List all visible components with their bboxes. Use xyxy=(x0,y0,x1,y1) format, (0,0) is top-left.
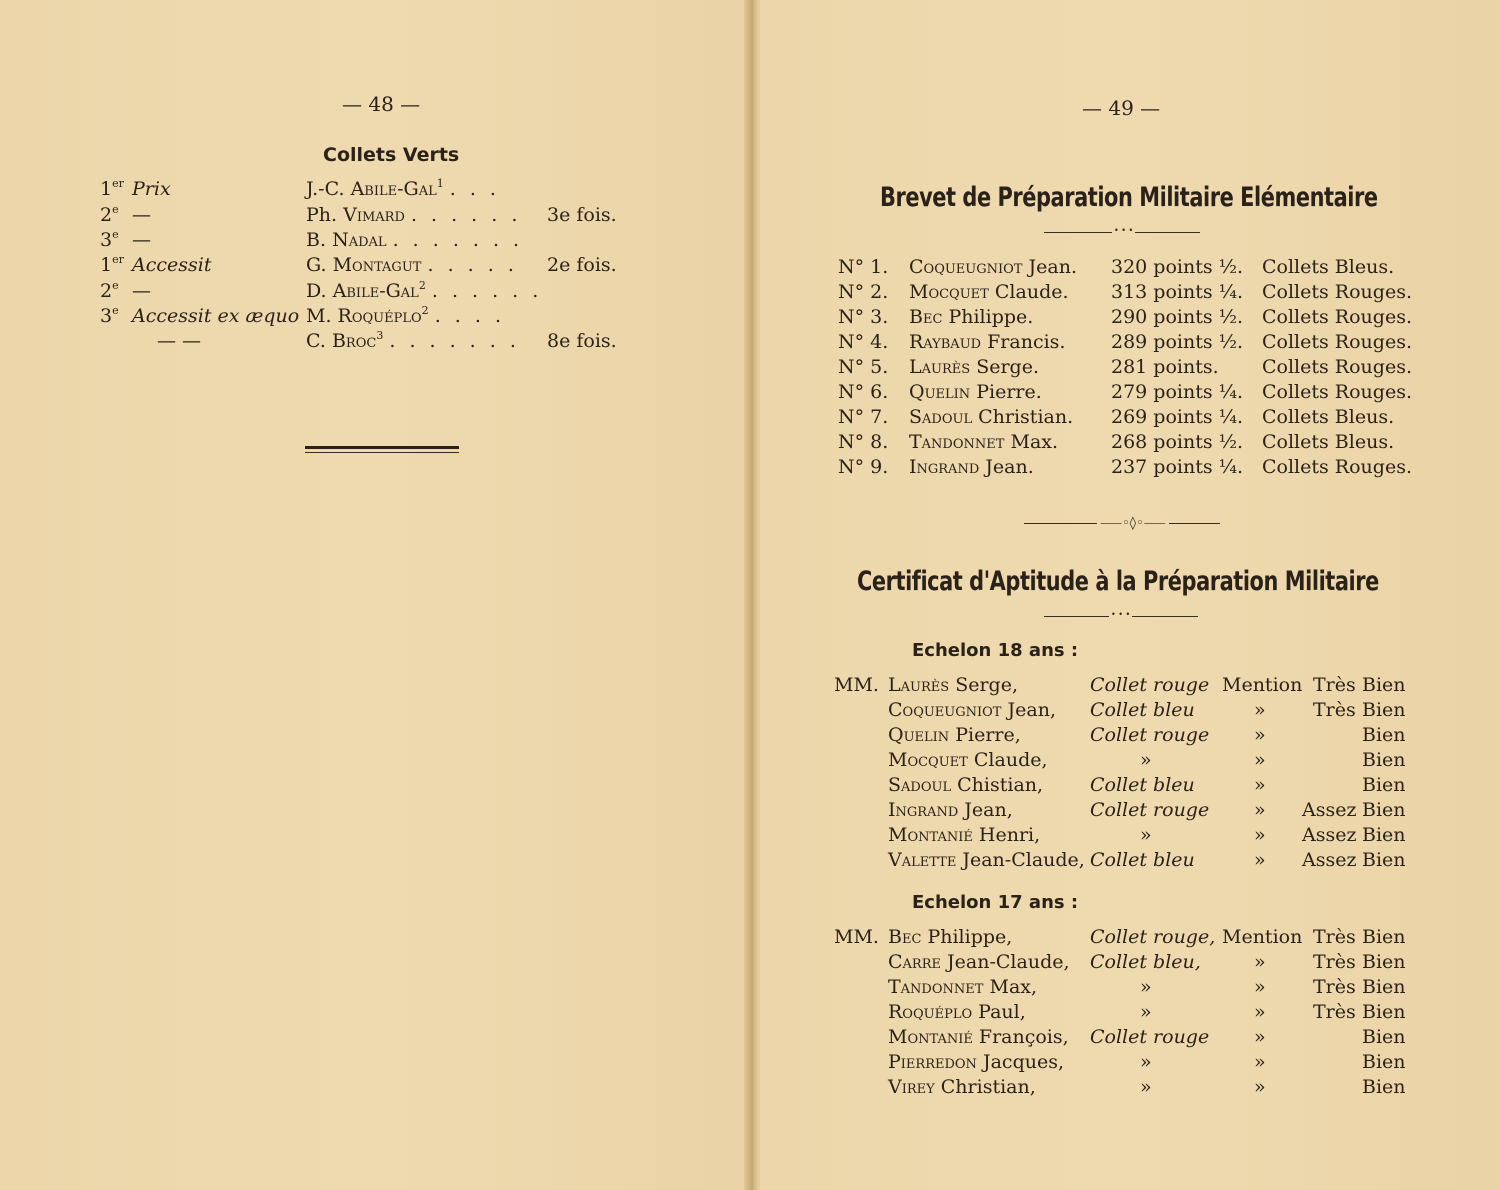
award-name xyxy=(306,229,523,251)
certificat-collet: Collet rouge, xyxy=(1090,926,1216,948)
brevet-name xyxy=(909,356,1039,378)
certificat-firstname: Serge, xyxy=(955,674,1018,696)
award-initials: G. xyxy=(306,254,327,276)
certificat-firstname: Chistian, xyxy=(957,774,1044,796)
brevet-name xyxy=(909,456,1034,478)
brevet-number: N° 4. xyxy=(838,331,889,353)
award-surname: Montagut xyxy=(332,254,422,276)
certificat-grade: Bien xyxy=(1362,749,1406,771)
award-footnote: 3 xyxy=(376,329,384,342)
award-times: 3e fois. xyxy=(547,204,617,226)
brevet-collet: Collets Bleus. xyxy=(1262,406,1395,428)
certificat-grade-qualifier: Assez xyxy=(1302,849,1357,871)
brevet-collet: Collets Rouges. xyxy=(1262,331,1412,353)
award-initials: Ph. xyxy=(306,204,338,226)
award-rank-number: 3 xyxy=(100,305,113,327)
page-number: — 48 — xyxy=(342,92,421,116)
brevet-firstname: Jean. xyxy=(1028,256,1077,278)
certificat-firstname: Pierre, xyxy=(955,724,1021,746)
brevet-surname: Ingrand xyxy=(909,456,980,478)
award-label: — xyxy=(132,229,151,251)
certificat-name xyxy=(888,976,1037,998)
certificat-collet: » xyxy=(1140,749,1152,771)
certificat-collet: Collet rouge xyxy=(1090,799,1210,821)
award-name xyxy=(306,280,542,302)
echelon-label: Echelon 17 ans : xyxy=(912,892,1079,913)
certificat-firstname: Jean-Claude, xyxy=(947,951,1070,973)
brevet-name xyxy=(909,431,1058,453)
award-rank-suffix: er xyxy=(112,253,124,266)
certificat-grade: Bien xyxy=(1362,724,1406,746)
award-name xyxy=(306,254,518,276)
award-rank-number: 1 xyxy=(100,178,113,200)
certificat-grade: Bien xyxy=(1362,976,1406,998)
certificat-grade-qualifier: Assez xyxy=(1302,799,1357,821)
award-times: 2e fois. xyxy=(547,254,617,276)
echelon-prefix: MM. xyxy=(834,674,879,696)
brevet-collet: Collets Rouges. xyxy=(1262,306,1412,328)
brevet-surname: Coqueugniot xyxy=(909,256,1023,278)
award-footnote: 2 xyxy=(421,304,429,317)
brevet-name xyxy=(909,281,1069,303)
award-surname: Vimard xyxy=(343,204,405,226)
award-rank xyxy=(100,305,119,327)
certificat-firstname: Henri, xyxy=(978,824,1041,846)
brevet-surname: Mocquet xyxy=(909,281,989,303)
certificat-firstname: Paul, xyxy=(978,1001,1026,1023)
brevet-points: 268 points ½. xyxy=(1111,431,1244,453)
certificat-grade-qualifier: Assez xyxy=(1302,824,1357,846)
award-dots: . . . . . . . xyxy=(392,229,524,251)
award-rank-suffix: er xyxy=(112,177,124,190)
certificat-surname: Pierredon xyxy=(888,1051,977,1073)
certificat-name xyxy=(888,799,1013,821)
brevet-firstname: Serge. xyxy=(976,356,1039,378)
award-dots: . . . xyxy=(449,178,500,200)
brevet-number: N° 9. xyxy=(838,456,889,478)
award-rank xyxy=(100,280,119,302)
certificat-mention: » xyxy=(1254,1076,1266,1098)
certificat-name xyxy=(888,1026,1069,1048)
certificat-collet: » xyxy=(1140,824,1152,846)
brevet-name xyxy=(909,256,1077,278)
award-label: — xyxy=(132,280,151,302)
certificat-mention: » xyxy=(1254,849,1266,871)
brevet-name xyxy=(909,381,1042,403)
certificat-surname: Montanié xyxy=(888,824,973,846)
certificat-mention: » xyxy=(1254,976,1266,998)
brevet-collet: Collets Rouges. xyxy=(1262,381,1412,403)
award-initials: B. xyxy=(306,229,327,251)
certificat-surname: Valette xyxy=(888,849,957,871)
brevet-title: Brevet de Préparation Militaire Elémentaire xyxy=(880,182,1378,213)
certificat-grade-qualifier: Très xyxy=(1313,976,1356,998)
brevet-points: 320 points ½. xyxy=(1111,256,1244,278)
certificat-grade: Bien xyxy=(1362,1051,1406,1073)
section-title: Collets Verts xyxy=(323,144,460,166)
certificat-title: Certificat d'Aptitude à la Préparation Militaire xyxy=(857,566,1379,597)
certificat-surname: Tandonnet xyxy=(888,976,984,998)
award-dots: . . . . . . xyxy=(431,280,543,302)
award-rank-number: 2 xyxy=(100,204,113,226)
certificat-name xyxy=(888,951,1070,973)
certificat-collet: Collet rouge xyxy=(1090,724,1210,746)
brevet-firstname: Max. xyxy=(1010,431,1059,453)
certificat-collet: » xyxy=(1140,1001,1152,1023)
brevet-number: N° 8. xyxy=(838,431,889,453)
certificat-surname: Mocquet xyxy=(888,749,968,771)
brevet-name xyxy=(909,331,1065,353)
certificat-name xyxy=(888,674,1018,696)
award-surname: Broc xyxy=(331,330,377,352)
certificat-mention: » xyxy=(1254,1051,1266,1073)
certificat-mention: » xyxy=(1254,749,1266,771)
certificat-collet: Collet bleu xyxy=(1090,774,1195,796)
certificat-surname: Sadoul xyxy=(888,774,952,796)
certificat-name xyxy=(888,699,1056,721)
brevet-collet: Collets Rouges. xyxy=(1262,281,1412,303)
certificat-grade-qualifier: Très xyxy=(1313,1001,1356,1023)
certificat-surname: Montanié xyxy=(888,1026,973,1048)
award-name xyxy=(306,204,521,226)
award-rank xyxy=(100,204,119,226)
award-surname: Abile-Gal xyxy=(332,280,419,302)
award-rank-number: 3 xyxy=(100,229,113,251)
brevet-firstname: Francis. xyxy=(987,331,1066,353)
certificat-name xyxy=(888,926,1012,948)
certificat-grade-qualifier: Très xyxy=(1313,674,1356,696)
certificat-grade: Bien xyxy=(1362,1076,1406,1098)
brevet-collet: Collets Rouges. xyxy=(1262,356,1412,378)
right-page xyxy=(752,0,1500,1190)
brevet-number: N° 7. xyxy=(838,406,889,428)
award-dots: . . . . xyxy=(434,305,505,327)
double-rule-bottom xyxy=(305,452,459,453)
brevet-collet: Collets Bleus. xyxy=(1262,431,1395,453)
brevet-points: 237 points ¼. xyxy=(1111,456,1244,478)
brevet-points: 279 points ¼. xyxy=(1111,381,1244,403)
award-initials: J.-C. xyxy=(306,178,345,200)
brevet-number: N° 2. xyxy=(838,281,889,303)
award-dots: . . . . . xyxy=(427,254,518,276)
brevet-surname: Quelin xyxy=(909,381,971,403)
certificat-ornament: • • • xyxy=(1111,610,1131,619)
certificat-name xyxy=(888,1076,1036,1098)
brevet-name xyxy=(909,406,1073,428)
certificat-collet: » xyxy=(1140,1051,1152,1073)
award-times: 8e fois. xyxy=(547,330,617,352)
award-surname: Nadal xyxy=(332,229,387,251)
award-label: Accessit ex æquo xyxy=(132,305,300,327)
award-surname: Abile-Gal xyxy=(350,178,437,200)
certificat-name xyxy=(888,774,1043,796)
certificat-collet: Collet bleu, xyxy=(1090,951,1201,973)
certificat-mention: » xyxy=(1254,799,1266,821)
certificat-surname: Ingrand xyxy=(888,799,959,821)
certificat-grade: Bien xyxy=(1362,1001,1406,1023)
certificat-grade-qualifier: Très xyxy=(1313,951,1356,973)
brevet-firstname: Claude. xyxy=(994,281,1069,303)
brevet-surname: Tandonnet xyxy=(909,431,1005,453)
certificat-grade: Bien xyxy=(1362,951,1406,973)
certificat-grade: Bien xyxy=(1362,926,1406,948)
brevet-points: 281 points. xyxy=(1111,356,1219,378)
echelon-prefix: MM. xyxy=(834,926,879,948)
brevet-firstname: Philippe. xyxy=(948,306,1034,328)
certificat-mention: » xyxy=(1254,774,1266,796)
brevet-number: N° 1. xyxy=(838,256,889,278)
award-rank xyxy=(100,178,124,200)
certificat-grade: Bien xyxy=(1362,1026,1406,1048)
page-number: — 49 — xyxy=(1082,96,1161,120)
award-initials: M. xyxy=(306,305,332,327)
award-initials: D. xyxy=(306,280,327,302)
award-rank-suffix: e xyxy=(112,279,119,292)
certificat-collet: Collet bleu xyxy=(1090,849,1195,871)
brevet-surname: Sadoul xyxy=(909,406,973,428)
award-name xyxy=(306,330,520,352)
brevet-number: N° 3. xyxy=(838,306,889,328)
certificat-mention: » xyxy=(1254,951,1266,973)
award-rank xyxy=(100,254,124,276)
award-dots: . . . . . . . xyxy=(389,330,520,352)
certificat-surname: Laurès xyxy=(888,674,950,696)
certificat-surname: Bec xyxy=(888,926,922,948)
certificat-name xyxy=(888,824,1040,846)
brevet-collet: Collets Rouges. xyxy=(1262,456,1412,478)
certificat-grade-qualifier: Très xyxy=(1313,699,1356,721)
certificat-name xyxy=(888,1051,1064,1073)
award-rank-number: 2 xyxy=(100,280,113,302)
certificat-collet: Collet rouge xyxy=(1090,674,1210,696)
certificat-firstname: Christian, xyxy=(940,1076,1036,1098)
brevet-firstname: Jean. xyxy=(985,456,1034,478)
award-label: — xyxy=(132,204,151,226)
divider-ornament: ⸺◦◊◦⸺ xyxy=(1097,512,1169,531)
certificat-name xyxy=(888,849,1085,871)
certificat-surname: Quelin xyxy=(888,724,950,746)
brevet-surname: Laurès xyxy=(909,356,971,378)
award-rank-suffix: e xyxy=(112,228,119,241)
certificat-name xyxy=(888,724,1021,746)
award-name xyxy=(306,178,500,200)
certificat-collet: Collet rouge xyxy=(1090,1026,1210,1048)
brevet-surname: Bec xyxy=(909,306,943,328)
certificat-grade: Bien xyxy=(1362,849,1406,871)
certificat-mention: » xyxy=(1254,699,1266,721)
brevet-surname: Raybaud xyxy=(909,331,982,353)
certificat-surname: Virey xyxy=(888,1076,935,1098)
brevet-number: N° 5. xyxy=(838,356,889,378)
brevet-firstname: Christian. xyxy=(978,406,1074,428)
certificat-firstname: Jean-Claude, xyxy=(962,849,1085,871)
certificat-collet: Collet bleu xyxy=(1090,699,1195,721)
award-name xyxy=(306,305,505,327)
certificat-surname: Coqueugniot xyxy=(888,699,1002,721)
brevet-ornament: • • • xyxy=(1114,226,1134,235)
certificat-grade-qualifier: Très xyxy=(1313,926,1356,948)
certificat-firstname: Claude, xyxy=(973,749,1048,771)
brevet-name xyxy=(909,306,1033,328)
award-label: — — xyxy=(157,330,202,352)
award-rank-suffix: e xyxy=(112,304,119,317)
certificat-mention: » xyxy=(1254,724,1266,746)
award-label: Prix xyxy=(132,178,171,200)
certificat-surname: Roquéplo xyxy=(888,1001,973,1023)
brevet-points: 290 points ½. xyxy=(1111,306,1244,328)
book-spine xyxy=(744,0,760,1190)
certificat-surname: Carre xyxy=(888,951,941,973)
certificat-grade: Bien xyxy=(1362,799,1406,821)
award-dots: . . . . . . xyxy=(410,204,522,226)
certificat-firstname: Jean, xyxy=(964,799,1013,821)
brevet-firstname: Pierre. xyxy=(976,381,1042,403)
certificat-mention: Mention xyxy=(1222,926,1303,948)
certificat-grade: Bien xyxy=(1362,674,1406,696)
certificat-collet: » xyxy=(1140,1076,1152,1098)
certificat-firstname: Jean, xyxy=(1007,699,1056,721)
award-footnote: 2 xyxy=(418,279,426,292)
certificat-grade: Bien xyxy=(1362,824,1406,846)
brevet-number: N° 6. xyxy=(838,381,889,403)
award-footnote: 1 xyxy=(436,177,444,190)
award-label: Accessit xyxy=(132,254,212,276)
certificat-name xyxy=(888,749,1048,771)
certificat-mention: » xyxy=(1254,1001,1266,1023)
echelon-label: Echelon 18 ans : xyxy=(912,640,1079,661)
award-rank-suffix: e xyxy=(112,203,119,216)
certificat-mention: Mention xyxy=(1222,674,1303,696)
certificat-firstname: Philippe, xyxy=(927,926,1013,948)
certificat-collet: » xyxy=(1140,976,1152,998)
certificat-firstname: François, xyxy=(978,1026,1069,1048)
brevet-points: 289 points ½. xyxy=(1111,331,1244,353)
certificat-firstname: Jacques, xyxy=(982,1051,1065,1073)
award-rank-number: 1 xyxy=(100,254,113,276)
certificat-grade: Bien xyxy=(1362,774,1406,796)
award-surname: Roquéplo xyxy=(337,305,422,327)
brevet-points: 313 points ¼. xyxy=(1111,281,1244,303)
certificat-mention: » xyxy=(1254,824,1266,846)
certificat-name xyxy=(888,1001,1026,1023)
brevet-points: 269 points ¼. xyxy=(1111,406,1244,428)
award-initials: C. xyxy=(306,330,326,352)
double-rule-top xyxy=(305,446,459,449)
brevet-collet: Collets Bleus. xyxy=(1262,256,1395,278)
award-rank xyxy=(100,229,119,251)
certificat-mention: » xyxy=(1254,1026,1266,1048)
certificat-grade: Bien xyxy=(1362,699,1406,721)
certificat-firstname: Max, xyxy=(989,976,1038,998)
